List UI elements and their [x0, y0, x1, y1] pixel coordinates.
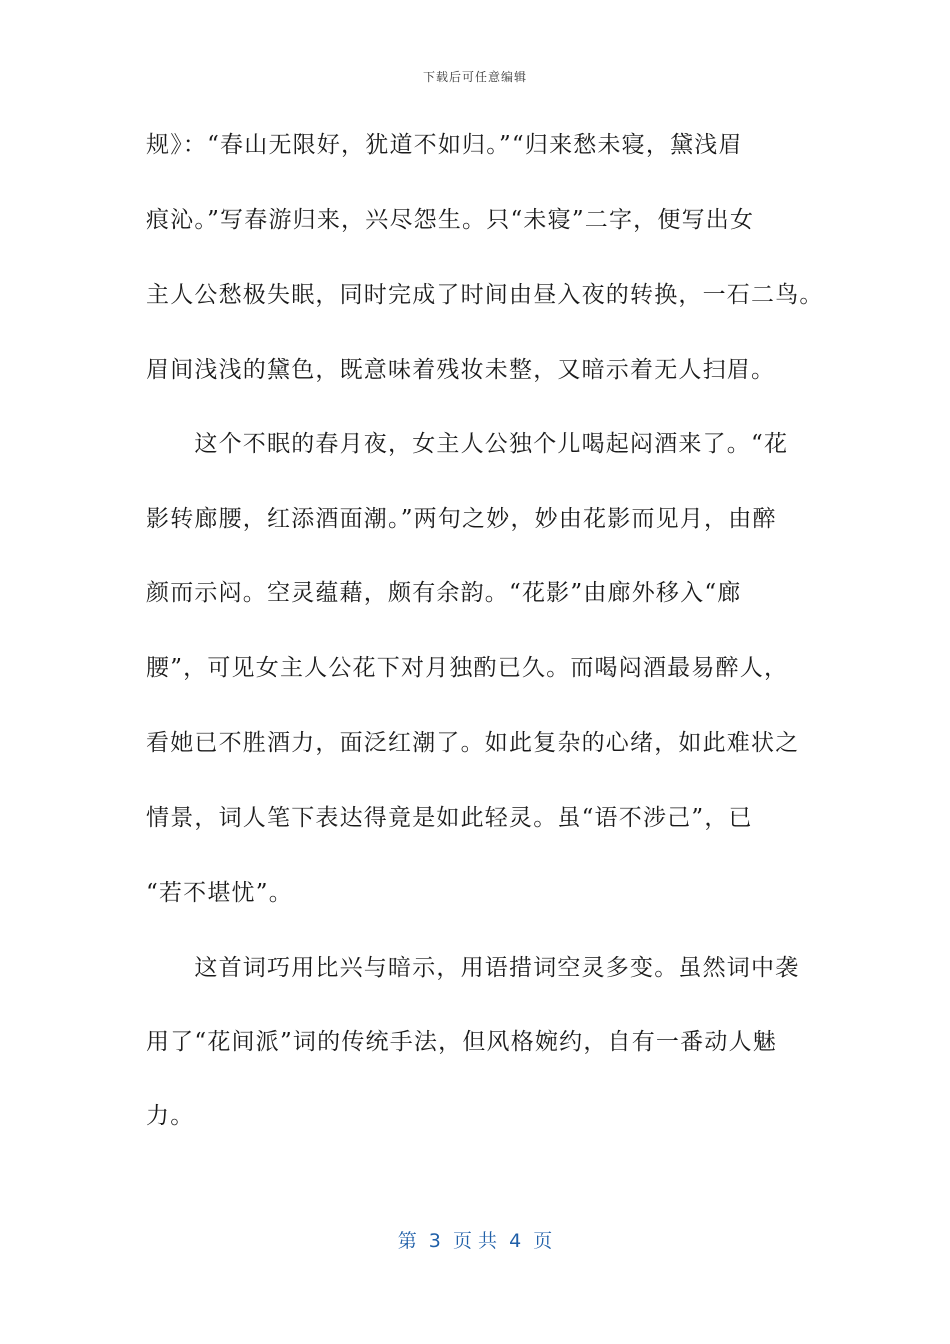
text-line: 主人公愁极失眠，同时完成了时间由昼入夜的转换，一石二鸟。	[146, 282, 824, 308]
text-line: 痕沁。”写春游归来，兴尽怨生。只“未寝”二字，便写出女	[146, 207, 755, 233]
text-line: 规》：“春山无限好，犹道不如归。”“归来愁未寝，黛浅眉	[146, 132, 743, 158]
page-number-footer: 第 3 页 共 4 页	[397, 1230, 553, 1252]
text-line: 看她已不胜酒力，面泛红潮了。如此复杂的心绪，如此难状之	[146, 730, 800, 756]
text-line: 力。	[146, 1103, 195, 1129]
text-line: 腰”，可见女主人公花下对月独酌已久。而喝闷酒最易醉人，	[146, 655, 789, 681]
text-line: “若不堪忧”。	[146, 880, 293, 906]
text-line: 眉间浅浅的黛色，既意味着残妆未整，又暗示着无人扫眉。	[146, 357, 776, 383]
text-line: 这首词巧用比兴与暗示，用语措词空灵多变。虽然词中袭	[146, 955, 800, 981]
text-line: 用了“花间派”词的传统手法，但风格婉约，自有一番动人魅	[146, 1029, 777, 1055]
text-line: 颜而示闷。空灵蕴藉，颇有余韵。“花影”由廊外移入“廊	[146, 580, 742, 606]
text-line: 这个不眠的春月夜，女主人公独个儿喝起闷酒来了。“花	[146, 431, 789, 457]
text-line: 情景，词人笔下表达得竟是如此轻灵。虽“语不涉己”，已	[146, 805, 753, 831]
page-header: 下载后可任意编辑	[422, 70, 527, 84]
text-line: 影转廊腰，红添酒面潮。”两句之妙，妙由花影而见月，由醉	[146, 506, 777, 532]
